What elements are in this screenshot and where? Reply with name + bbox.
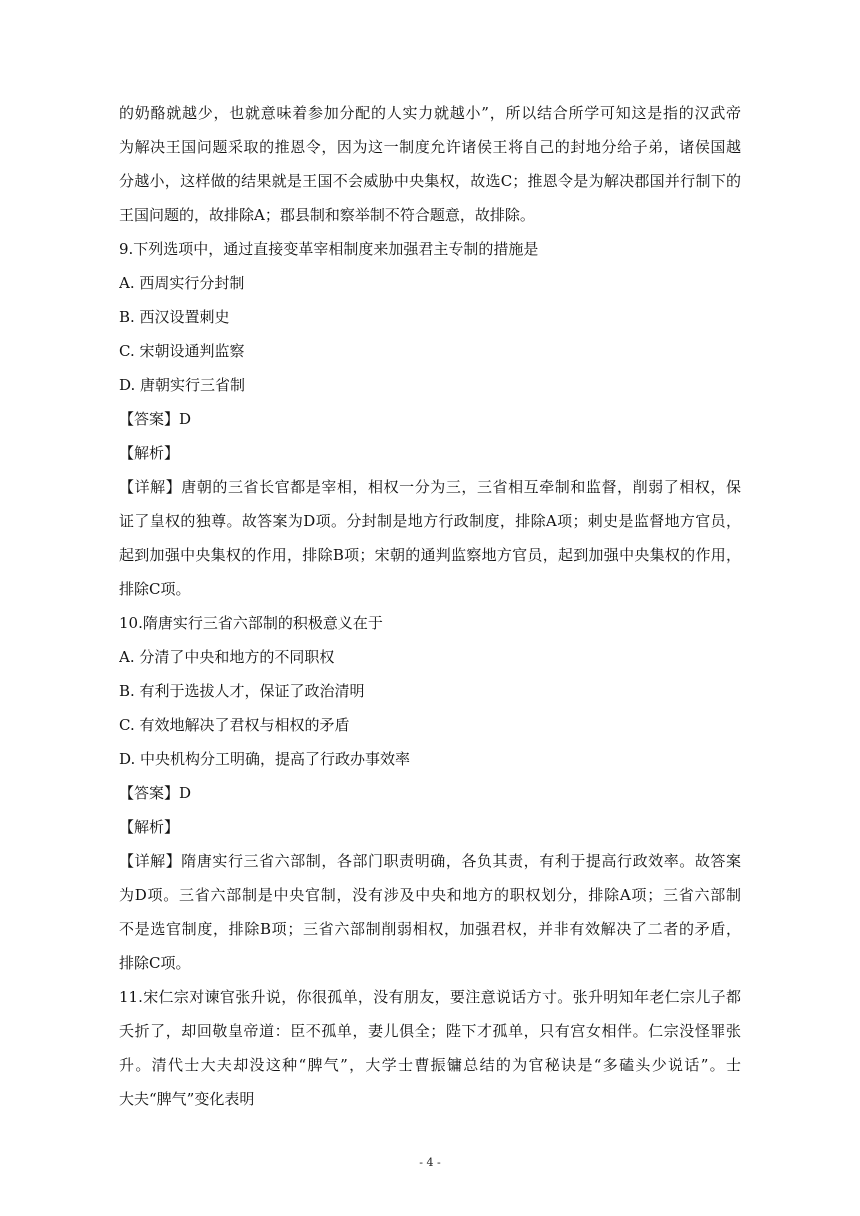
question-11-stem-line: 夭折了，却回敬皇帝道：臣不孤单，妻儿俱全；陛下才孤单，只有宫女相伴。仁宗没怪罪张 [119,1022,741,1040]
question-10-analysis-label: 【解析】 [119,818,180,836]
question-9-detail-line: 证了皇权的独尊。故答案为D项。分封制是地方行政制度，排除A项；刺史是监督地方官员， [119,512,741,530]
question-9-option-a: A. 西周实行分封制 [119,274,245,292]
analysis-line: 分越小，这样做的结果就是王国不会威胁中央集权，故选C；推恩令是为解决郡国并行制下的 [119,172,741,190]
question-10-detail-line: 不是选官制度，排除B项；三省六部制削弱相权，加强君权，并非有效解决了二者的矛盾， [119,920,741,938]
question-10-detail-line: 【详解】隋唐实行三省六部制，各部门职责明确，各负其责，有利于提高行政效率。故答案 [119,852,741,870]
question-9-option-b: B. 西汉设置刺史 [119,308,230,326]
analysis-line: 为解决王国问题采取的推恩令，因为这一制度允许诸侯王将自己的封地分给子弟，诸侯国越 [119,138,741,156]
question-10-option-a: A. 分清了中央和地方的不同职权 [119,648,335,666]
page-number: - 4 - [419,1156,441,1169]
question-10-detail-line: 为D项。三省六部制是中央官制，没有涉及中央和地方的职权划分，排除A项；三省六部制 [119,886,741,904]
question-10-option-d: D. 中央机构分工明确，提高了行政办事效率 [119,750,411,768]
page-content [119,103,741,1110]
question-11-stem-line: 大夫“脾气”变化表明 [119,1090,255,1108]
question-10-answer: 【答案】D [119,784,192,802]
analysis-line: 的奶酪就越少，也就意味着参加分配的人实力就越小”，所以结合所学可知这是指的汉武帝 [119,104,741,122]
question-9-detail-line: 【详解】唐朝的三省长官都是宰相，相权一分为三，三省相互牵制和监督，削弱了相权，保 [119,478,741,496]
question-9-analysis-label: 【解析】 [119,444,180,462]
question-9-detail-line: 排除C项。 [119,580,191,598]
analysis-line: 王国问题的，故排除A；郡县制和察举制不符合题意，故排除。 [119,206,535,224]
question-9-stem: 9.下列选项中，通过直接变革宰相制度来加强君主专制的措施是 [119,240,539,258]
question-9-answer: 【答案】D [119,410,192,428]
question-9-detail-line: 起到加强中央集权的作用，排除B项；宋朝的通判监察地方官员，起到加强中央集权的作用， [119,546,741,564]
question-10-option-c: C. 有效地解决了君权与相权的矛盾 [119,716,350,734]
question-9-option-d: D. 唐朝实行三省制 [119,376,246,394]
question-9-option-c: C. 宋朝设通判监察 [119,342,245,360]
question-10-stem: 10.隋唐实行三省六部制的积极意义在于 [119,614,383,632]
question-11-stem-line: 11.宋仁宗对谏官张升说，你很孤单，没有朋友，要注意说话方寸。张升明知年老仁宗儿子都 [119,988,741,1006]
question-11-stem-line: 升。清代士大夫却没这种“脾气”，大学士曹振镛总结的为官秘诀是“多磕头少说话”。士 [119,1056,741,1074]
question-10-detail-line: 排除C项。 [119,954,191,972]
question-10-option-b: B. 有利于选拔人才，保证了政治清明 [119,682,365,700]
